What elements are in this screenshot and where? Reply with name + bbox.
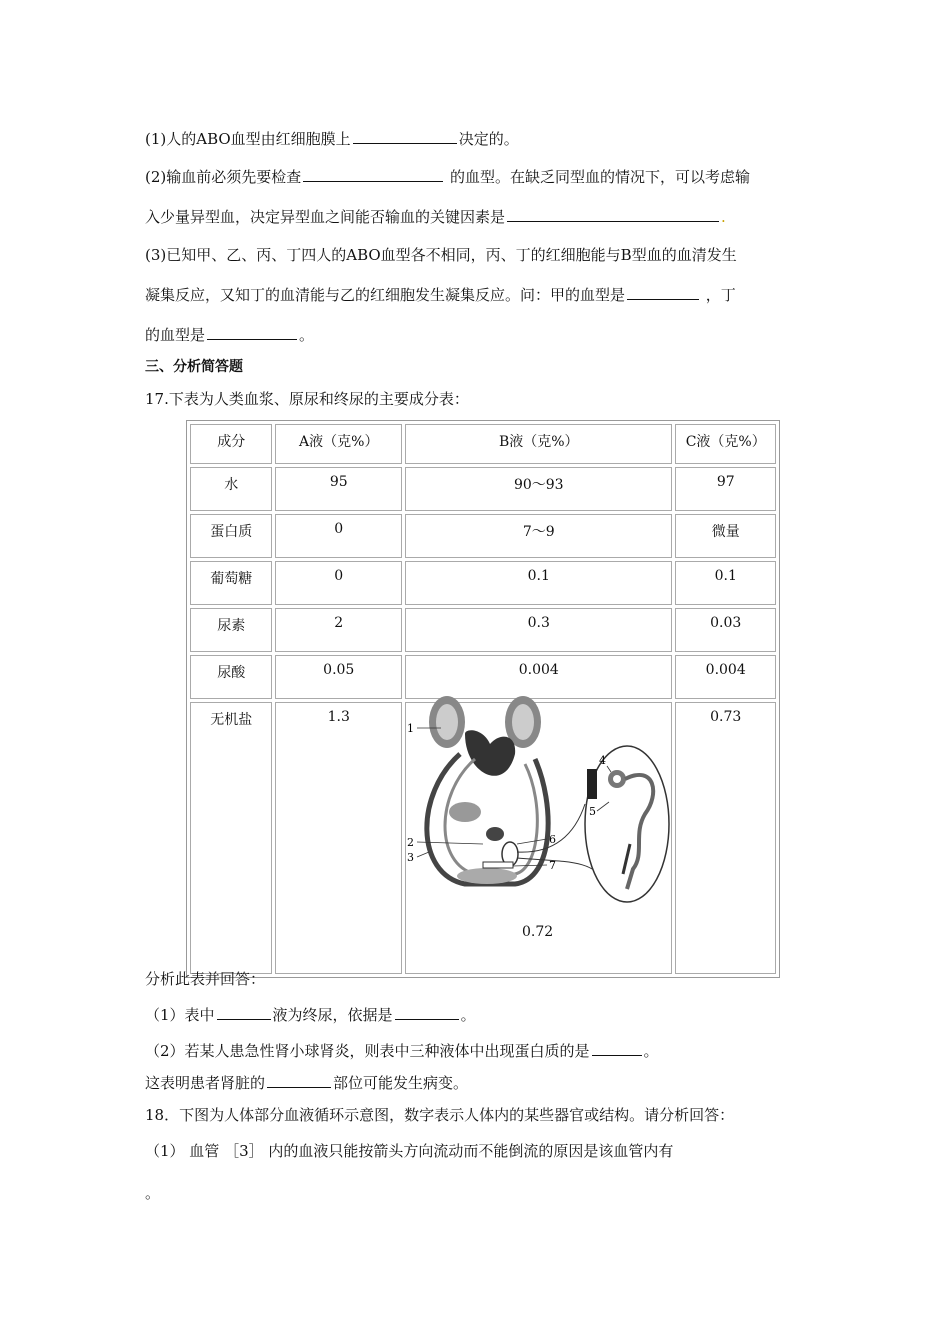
table-row [190,608,776,652]
blank[interactable] [207,325,297,340]
cell: 微量 [675,514,776,558]
cell: 0.05 [275,655,402,699]
section-title: 三、分析简答题 [145,359,243,375]
q16-part2: (2)输血前必须先要检查 的血型。在缺乏同型血的情况下，可以考虑输 [145,168,751,186]
cell: 0 [275,561,402,605]
q17-analyze: 分析此表并回答： [145,970,266,988]
cell: 0.3 [405,608,672,652]
header-cell: C液（克%） [675,424,776,464]
q16-part1: (1)人的ABO血型由红细胞膜上 决定的。 [145,130,519,148]
label-4: 4 [599,754,606,767]
cell: 无机盐 [190,702,272,974]
q18-a1: （1） 血管 ［3］ 内的血液只能按箭头方向流动而不能倒流的原因是该血管内有 [145,1142,674,1160]
cell: 7～9 [405,514,672,558]
mark: . [721,208,726,226]
cell: 蛋白质 [190,514,272,558]
label-7: 7 [549,859,556,872]
label-1: 1 [407,722,414,735]
q18-a1-end: 。 [145,1184,161,1202]
label-6: 6 [549,833,556,846]
header-cell: B液（克%） [405,424,672,464]
label-2: 2 [407,836,414,849]
label-3: 3 [407,851,414,864]
cell: 0.1 [405,561,672,605]
cell: 95 [275,467,402,511]
cell: 90～93 [405,467,672,511]
q16-part3-end: 的血型是 。 [145,326,315,344]
cell: 水 [190,467,272,511]
q17-a2: （2）若某人患急性肾小球肾炎，则表中三种液体中出现蛋白质的是 。 [145,1042,659,1060]
heart-icon [465,730,515,775]
circulation-diagram [405,684,670,904]
label-5: 5 [589,805,596,818]
header-cell: A液（克%） [275,424,402,464]
table-row [190,467,776,511]
blank[interactable] [303,167,443,182]
cell: 2 [275,608,402,652]
q18-title: 18．下图为人体部分血液循环示意图，数字表示人体内的某些器官或结构。请分析回答： [145,1106,735,1124]
blank[interactable] [217,1005,271,1020]
blank[interactable] [267,1073,331,1088]
cell: 尿酸 [190,655,272,699]
cell: 0.73 [675,702,776,974]
q16-part3-cont: 凝集反应，又知丁的血清能与乙的红细胞发生凝集反应。问：甲的血型是 ，丁 [145,286,736,304]
cell: 1.3 [275,702,402,974]
cell: 葡萄糖 [190,561,272,605]
q16-part3: (3)已知甲、乙、丙、丁四人的ABO血型各不相同，丙、丁的红细胞能与B型血的血清发生 [145,246,737,264]
table-row [190,561,776,605]
blank[interactable] [507,207,719,222]
table-row [190,514,776,558]
cell: 尿素 [190,608,272,652]
q16-part2-cont: 入少量异型血，决定异型血之间能否输血的关键因素是 . [145,208,726,226]
q17-a1: （1）表中 液为终尿，依据是 。 [145,1006,476,1024]
q17-a3: 这表明患者肾脏的 部位可能发生病变。 [145,1074,469,1092]
cell: 0.1 [675,561,776,605]
cell: 0.004 [675,655,776,699]
cell: 0.72 [522,924,554,940]
cell: 0.03 [675,608,776,652]
blank[interactable] [627,285,699,300]
cell: 97 [675,467,776,511]
q17-title: 17.下表为人类血浆、原尿和终尿的主要成分表： [145,390,469,408]
blank[interactable] [592,1041,642,1056]
blank[interactable] [353,129,457,144]
header-cell: 成分 [190,424,272,464]
cell: 0 [275,514,402,558]
blank[interactable] [395,1005,459,1020]
cell: 0.004 [405,655,672,699]
